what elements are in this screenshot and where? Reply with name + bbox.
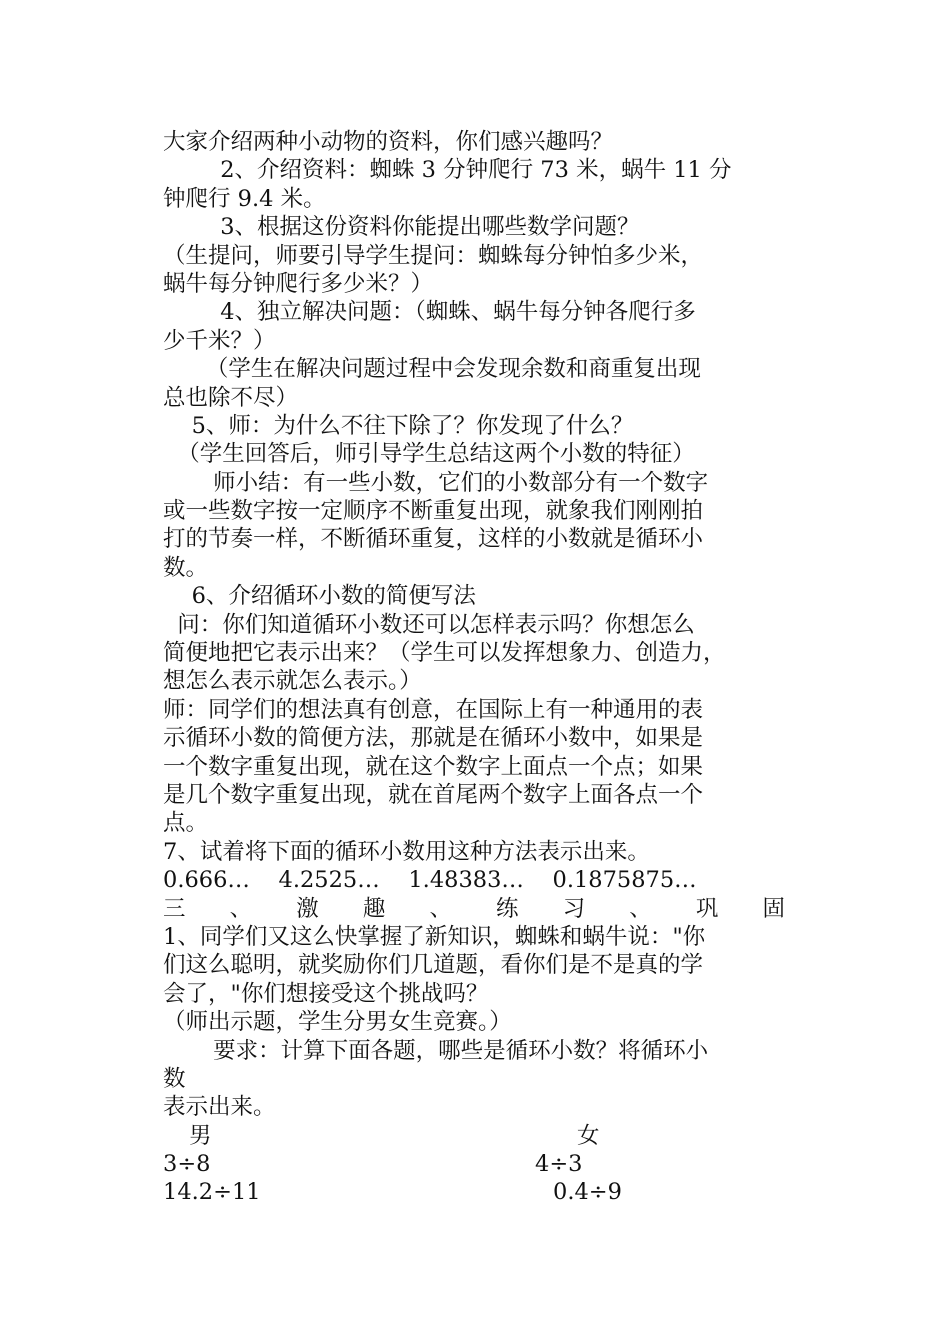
text-line: 钟爬行 9.4 米。 xyxy=(163,185,326,212)
section-heading xyxy=(163,895,785,923)
text-line: 师小结：有一些小数，它们的小数部分有一个数字 xyxy=(163,469,709,496)
text-line: 示循环小数的简便方法，那就是在循环小数中，如果是 xyxy=(163,725,704,752)
girls-problem: 0.4÷9 xyxy=(553,1179,622,1206)
text-line: 蜗牛每分钟爬行多少米？） xyxy=(163,270,434,297)
text-line: 5、师：为什么不往下除了？你发现了什么？ xyxy=(163,412,634,439)
text-line: 点。 xyxy=(163,810,209,837)
text-line: 数。 xyxy=(163,554,209,581)
boys-column-header: 男 xyxy=(189,1122,212,1149)
section-heading-char: 固 xyxy=(762,895,785,922)
text-line: 想怎么表示就怎么表示。） xyxy=(163,668,422,695)
text-line: 一个数字重复出现，就在这个数字上面点一个点；如果 xyxy=(163,753,704,780)
text-line: （师出示题，学生分男女生竞赛。） xyxy=(163,1009,512,1036)
text-line: 是几个数字重复出现，就在首尾两个数字上面各点一个 xyxy=(163,781,704,808)
section-heading-char: 、 xyxy=(229,895,253,922)
text-line: （生提问，师要引导学生提问：蜘蛛每分钟怕多少米， xyxy=(163,242,704,269)
text-line: 会了，"你们想接受这个挑战吗？ xyxy=(163,980,489,1007)
text-line: 1、同学们又这么快掌握了新知识，蜘蛛和蜗牛说："你 xyxy=(163,923,706,950)
section-heading-char: 三 xyxy=(163,895,186,922)
text-line: 4、独立解决问题：（蜘蛛、蜗牛每分钟各爬行多 xyxy=(163,299,696,326)
text-line: 表示出来。 xyxy=(163,1094,276,1121)
section-heading-char: 练 xyxy=(496,895,519,922)
text-line: （学生回答后，师引导学生总结这两个小数的特征） xyxy=(163,441,695,468)
text-line: 数 xyxy=(163,1065,186,1092)
decimal-examples-line: 0.666… 4.2525… 1.48383… 0.1875875… xyxy=(163,867,697,894)
text-line: 少千米？） xyxy=(163,327,276,354)
section-heading-char: 激 xyxy=(296,895,319,922)
text-line: 打的节奏一样，不断循环重复，这样的小数就是循环小 xyxy=(163,526,704,553)
girls-column-header: 女 xyxy=(577,1122,600,1149)
text-line: 要求：计算下面各题，哪些是循环小数？将循环小 xyxy=(163,1037,709,1064)
boys-problem: 3÷8 xyxy=(163,1151,211,1178)
text-line: 总也除不尽） xyxy=(163,384,299,411)
text-line: 2、介绍资料：蜘蛛 3 分钟爬行 73 米，蜗牛 11 分 xyxy=(163,157,732,184)
column-headers xyxy=(163,1122,785,1150)
problem-row xyxy=(163,1178,785,1206)
text-line: 大家介绍两种小动物的资料，你们感兴趣吗？ xyxy=(163,129,614,155)
text-line: 简便地把它表示出来？（学生可以发挥想象力、创造力， xyxy=(163,640,726,667)
boys-problem: 14.2÷11 xyxy=(163,1179,261,1206)
section-heading-char: 、 xyxy=(629,895,652,922)
text-line: （学生在解决问题过程中会发现余数和商重复出现 xyxy=(163,356,701,383)
text-line: 或一些数字按一定顺序不断重复出现，就象我们刚刚拍 xyxy=(163,498,704,525)
text-line: 师：同学们的想法真有创意，在国际上有一种通用的表 xyxy=(163,696,704,723)
section-heading-char: 趣 xyxy=(362,895,386,922)
text-line: 3、根据这份资料你能提出哪些数学问题？ xyxy=(163,214,640,241)
girls-problem: 4÷3 xyxy=(535,1151,583,1178)
problem-row xyxy=(163,1150,785,1178)
section-heading-char: 、 xyxy=(429,895,452,922)
document-page xyxy=(163,128,785,1207)
text-line: 问：你们知道循环小数还可以怎样表示吗？你想怎么 xyxy=(163,611,695,638)
text-line: 们这么聪明，就奖励你们几道题，看你们是不是真的学 xyxy=(163,952,704,979)
text-line: 6、介绍循环小数的简便写法 xyxy=(163,583,476,610)
text-line: 7、试着将下面的循环小数用这种方法表示出来。 xyxy=(163,838,650,865)
section-heading-char: 习 xyxy=(562,895,586,922)
section-heading-char: 巩 xyxy=(695,895,719,922)
